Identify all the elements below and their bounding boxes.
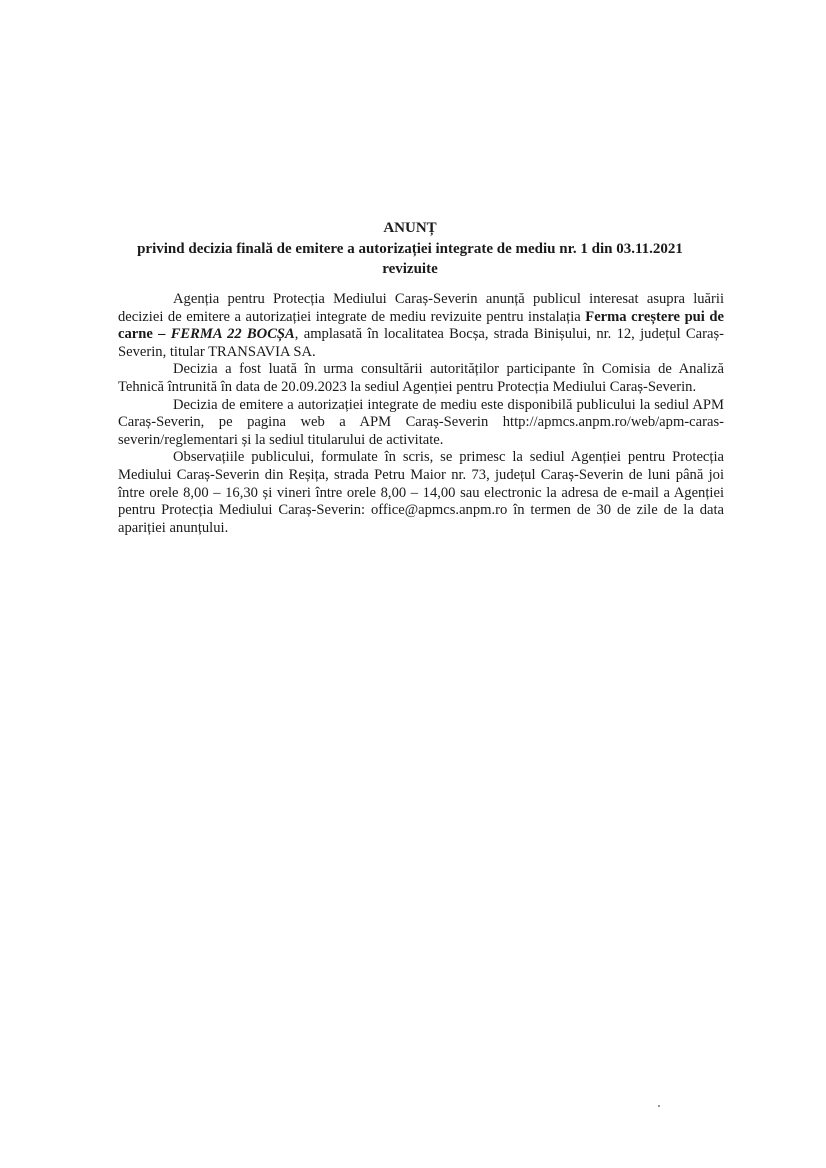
installation-name: Ferma creștere pui de carne –: [118, 308, 724, 343]
scan-speck: [658, 1105, 660, 1107]
announcement-subtitle-continued: revizuite: [382, 261, 438, 277]
paragraph-commission: Decizia a fost luată în urma consultării autorităților participante în Comisia de Analiză Tehnică întrunită în data de 20.09.2023 la sediul Agenției pentru Protecția Mediului Caraș-Severin.: [118, 361, 724, 395]
announcement-body: [118, 291, 724, 537]
announcement-subtitle: privind decizia finală de emitere a autorizației integrate de mediu nr. 1 din 03.11.2021: [137, 241, 683, 257]
paragraph-availability: Decizia de emitere a autorizației integrate de mediu este disponibilă publicului la sediul APM Caraș-Severin, pe pagina web a APM Caraș-Severin http://apmcs.anpm.ro/web/apm-caras-severin/reglementari și la sediul titularului de activitate.: [118, 396, 724, 448]
announcement-title: ANUNȚ: [383, 220, 437, 236]
paragraph-decision-announcement: [118, 291, 724, 361]
paragraph-1-intro: Agenția pentru Protecția Mediului Caraș-Severin anunță publicul interesat asupra luării deciziei de emitere a autorizației integrate de mediu revizuite pentru instalația: [118, 291, 724, 325]
paragraph-observations: Observațiile publicului, formulate în scris, se primesc la sediul Agenției pentru Protecția Mediului Caraș-Severin din Reșița, strada Petru Maior nr. 73, județul Caraș-Severin de luni până joi între orele 8,00 – 16,30 și vineri între orele 8,00 – 14,00 sau electronic la adresa de e-mail a Agenției pentru Protecția Mediului Caraș-Severin: office@apmcs.anpm.ro în termen de 30 de zile de la data apariției anunțului.: [118, 449, 724, 536]
paragraph-1-location: , amplasată în localitatea Bocșa, strada Binișului, nr. 12, județul Caraș-Severin, titular TRANSAVIA SA.: [118, 326, 724, 360]
farm-name: FERMA 22 BOCȘA: [170, 326, 295, 343]
